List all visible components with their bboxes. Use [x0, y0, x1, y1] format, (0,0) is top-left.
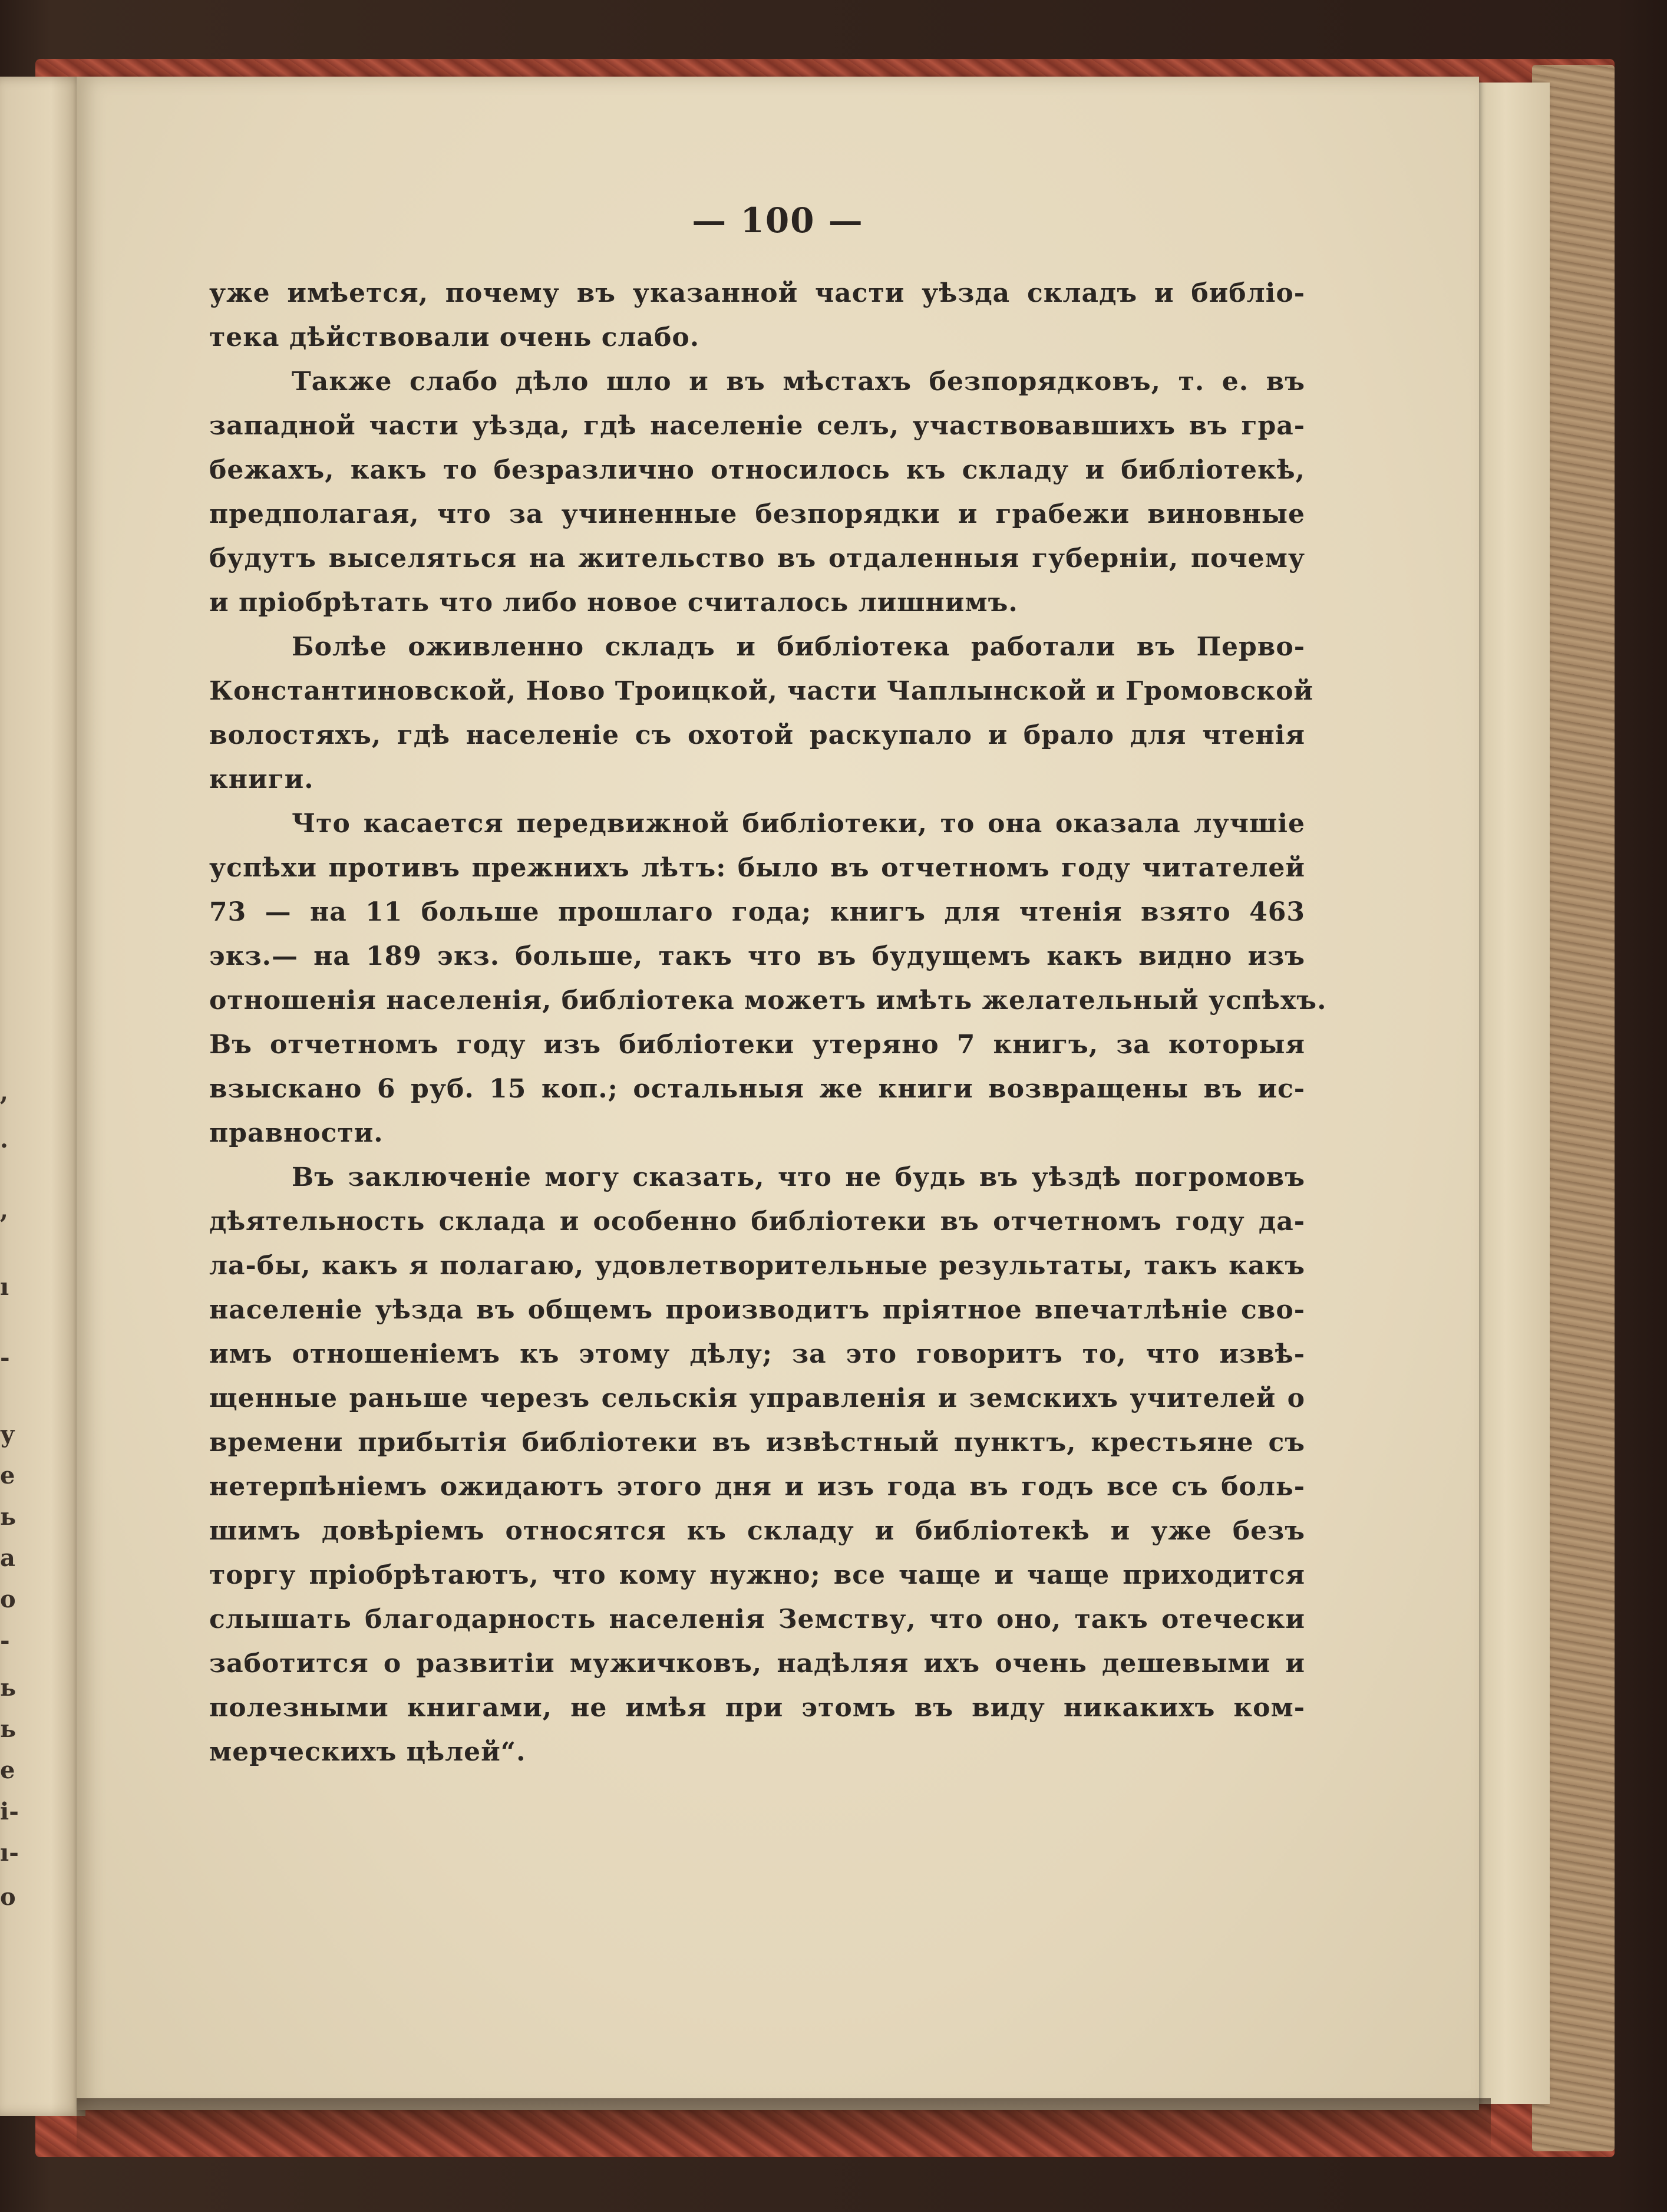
previous-page-glyph: ,	[0, 1196, 8, 1224]
text-line: отношенія населенія, библіотека можетъ имѣть желательный успѣхъ.	[209, 985, 1327, 1016]
text-line: Болѣе оживленно складъ и библіотека работали въ Перво-	[292, 632, 1305, 662]
text-line: взыскано 6 руб. 15 коп.; остальныя же книги возвращены въ ис-	[209, 1074, 1305, 1104]
previous-page-glyph: ı	[0, 1273, 9, 1301]
text-line: слышать благодарность населенія Земству, что оно, такъ отечески	[209, 1604, 1305, 1634]
text-line: правности.	[209, 1118, 384, 1148]
previous-page-glyph: і-	[0, 1798, 19, 1825]
text-line: экз.— на 189 экз. больше, такъ что въ будущемъ какъ видно изъ	[209, 941, 1305, 971]
text-line: времени прибытія библіотеки въ извѣстный пунктъ, крестьяне съ	[209, 1428, 1305, 1458]
previous-page-glyphs	[0, 77, 85, 2116]
text-line: Въ заключеніе могу сказать, что не будь въ уѣздѣ погромовъ	[292, 1162, 1305, 1192]
text-line: торгу пріобрѣтаютъ, что кому нужно; все чаще и чаще приходится	[209, 1560, 1305, 1590]
previous-page-glyph: -	[0, 1344, 10, 1372]
previous-page-glyph: е	[0, 1462, 15, 1489]
text-line: имъ отношеніемъ къ этому дѣлу; за это говоритъ то, что извѣ-	[209, 1339, 1305, 1369]
previous-page-glyph: ь	[0, 1674, 16, 1702]
previous-page	[0, 77, 85, 2116]
text-line: дѣятельность склада и особенно библіотеки въ отчетномъ году да-	[209, 1206, 1305, 1237]
page-text	[209, 271, 1327, 1774]
previous-page-glyph: о	[0, 1585, 16, 1613]
previous-page-glyph: е	[0, 1756, 15, 1784]
text-line: и пріобрѣтать что либо новое считалось лишнимъ.	[209, 588, 1018, 618]
text-line: успѣхи противъ прежнихъ лѣтъ: было въ отчетномъ году читателей	[209, 853, 1305, 883]
previous-page-glyph: ,	[0, 1079, 8, 1106]
text-line: будутъ выселяться на жительство въ отдаленныя губерніи, почему	[209, 543, 1305, 573]
text-line: Въ отчетномъ году изъ библіотеки утеряно 7 книгъ, за которыя	[209, 1030, 1305, 1060]
page-number-header: — 100 —	[692, 200, 864, 240]
previous-page-glyph: .	[0, 1126, 8, 1153]
text-line: мерческихъ цѣлей“.	[209, 1737, 526, 1767]
previous-page-glyph: ь	[0, 1715, 16, 1743]
text-line: шимъ довѣріемъ относятся къ складу и библіотекѣ и уже безъ	[209, 1516, 1305, 1546]
text-line: предполагая, что за учиненные безпорядки и грабежи виновные	[209, 499, 1305, 529]
text-line: ла-бы, какъ я полагаю, удовлетворительные результаты, такъ какъ	[209, 1251, 1305, 1281]
text-line: Константиновской, Ново Троицкой, части Чаплынской и Громовской	[209, 676, 1314, 706]
text-line: заботится о развитіи мужичковъ, надѣляя ихъ очень дешевыми и	[209, 1649, 1305, 1679]
text-line: нетерпѣніемъ ожидаютъ этого дня и изъ года въ годъ все съ боль-	[209, 1472, 1305, 1502]
text-line: тека дѣйствовали очень слабо.	[209, 322, 700, 352]
text-line: щенные раньше черезъ сельскія управленія и земскихъ учителей о	[209, 1383, 1305, 1413]
previous-page-glyph: ı-	[0, 1839, 19, 1867]
text-line: 73 — на 11 больше прошлаго года; книгъ для чтенія взято 463	[209, 897, 1305, 927]
text-line: Также слабо дѣло шло и въ мѣстахъ безпорядковъ, т. е. въ	[292, 367, 1305, 397]
text-line: уже имѣется, почему въ указанной части уѣзда складъ и библіо-	[209, 278, 1305, 308]
text-line: волостяхъ, гдѣ населеніе съ охотой раскупало и брало для чтенія	[209, 720, 1305, 750]
book-page	[77, 77, 1479, 2110]
text-line: Что касается передвижной библіотеки, то она оказала лучшіе	[292, 809, 1305, 839]
previous-page-glyph: -	[0, 1627, 10, 1654]
previous-page-glyph: у	[0, 1420, 15, 1448]
previous-page-glyph: а	[0, 1544, 15, 1572]
text-line: населеніе уѣзда въ общемъ производитъ пріятное впечатлѣніе сво-	[209, 1295, 1305, 1325]
text-line: книги.	[209, 764, 314, 795]
text-line: бежахъ, какъ то безразлично относилось къ складу и библіотекѣ,	[209, 455, 1305, 485]
text-line: полезными книгами, не имѣя при этомъ въ виду никакихъ ком-	[209, 1693, 1305, 1723]
bottom-shadow	[77, 2098, 1491, 2151]
previous-page-glyph: о	[0, 1883, 16, 1911]
text-line: западной части уѣзда, гдѣ населеніе селъ, участвовавшихъ въ гра-	[209, 411, 1305, 441]
previous-page-glyph: ь	[0, 1503, 16, 1531]
